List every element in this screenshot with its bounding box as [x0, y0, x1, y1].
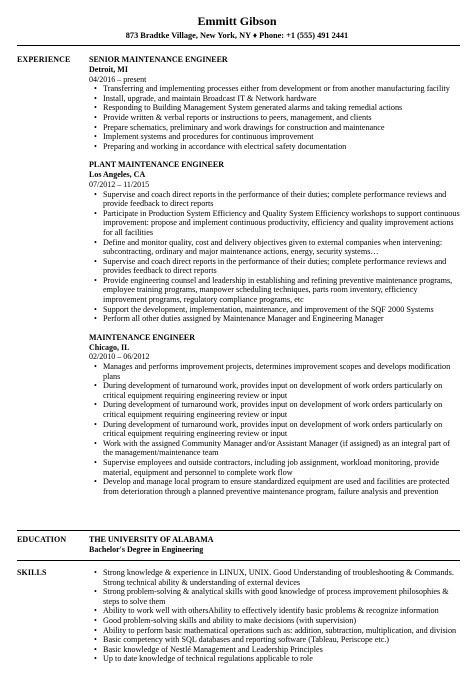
job-bullet: • During development of turnaround work, provides input on development of work orders particularly on critical equipment requiring engineering review or input	[103, 400, 460, 419]
job-dates: 07/2012 – 11/2015	[89, 179, 150, 189]
job-dates: 04/2016 – present	[89, 74, 147, 84]
skill-item: • Ability to work well with othersAbility to effectively identify basic problems & recognize information	[103, 606, 460, 616]
job-bullets	[89, 362, 460, 496]
job-bullet: • During development of turnaround work, provides input on development of work orders particularly on critical equipment requiring engineering review or input	[103, 381, 460, 400]
candidate-name: Emmitt Gibson	[197, 14, 277, 28]
job-bullet: • During development of turnaround work, provides input on development of work orders particularly on critical equipment requiring engineering review or input	[103, 420, 460, 439]
job-location: Los Angeles, CA	[89, 170, 146, 180]
job-location: Detroit, MI	[89, 65, 128, 74]
skill-item: • Good problem-solving skills and ability to make decisions (with supervision)	[103, 616, 460, 626]
job-entry	[89, 333, 460, 497]
job-bullet: • Provide written & verbal reports or instructions to peers, management, and clients	[103, 113, 460, 123]
contact-line: 873 Bradtke Village, New York, NY ♦ Phone: +1 (555) 491 2441	[125, 31, 349, 40]
skill-item: • Strong knowledge & experience in LINUX, UNIX. Good Understanding of troubleshooting & Commands. Strong technical ability & understanding of external devices	[103, 568, 460, 587]
job-bullets	[89, 84, 460, 151]
skills-list	[89, 568, 460, 664]
job-bullet: • Transferring and implementing processes either from development or from another manufacturing facility	[103, 84, 460, 94]
job-bullet: • Participate in Production System Efficiency and Quality System Efficiency workshops to support continuous improvement: propose and implement continuous productivity, efficiency and quality improvement actions for all facilities	[103, 209, 460, 238]
job-location: Chicago, IL	[89, 342, 130, 352]
education-section	[17, 535, 460, 555]
skill-item: • Up to date knowledge of technical regulations applicable to role	[103, 654, 460, 664]
job-title: MAINTENANCE ENGINEER	[89, 332, 196, 342]
header-divider	[17, 45, 460, 46]
job-bullet: • Preparing and working in accordance with electrical safety documentation	[103, 142, 460, 152]
job-bullet: • Define and monitor quality, cost and delivery objectives given to external companies when intervening: subcontracting, ordinary and major maintenance actions, energy, security systems…	[103, 238, 460, 257]
job-bullet: • Develop and manage local program to ensure standardized equipment are used and facilities are protected from deterioration through a planned preventive maintenance program, failure analysis and prevention	[103, 477, 460, 496]
job-bullet: • Work with the assigned Community Manager and/or Assistant Manager (if assigned) as an integral part of the management/maintenance team	[103, 439, 460, 458]
job-bullet: • Perform all other duties assigned by Maintenance Manager and Engineering Manager	[103, 314, 460, 324]
job-bullet: • Responding to Building Management System generated alarms and taking remedial actions	[103, 103, 460, 113]
job-bullets	[89, 190, 460, 324]
education-divider	[17, 560, 460, 561]
job-bullet: • Install, upgrade, and maintain Broadcast IT & Network hardware	[103, 94, 460, 104]
job-bullet: • Supervise and coach direct reports in the performance of their duties; complete performance reviews and provides feedback to direct reports	[103, 257, 460, 276]
job-bullet: • Provide engineering counsel and leadership in establishing and refining preventive maintenance programs, employee training programs, manpower scheduling techniques, parts room inventory, efficiency improvement programs, regulatory compliance programs, etc	[103, 276, 460, 305]
job-bullet: • Manages and performs improvement projects, determines improvement scopes and develops modification plans	[103, 362, 460, 381]
job-bullet: • Implement systems and procedures for continuous improvement	[103, 132, 460, 142]
job-title: PLANT MAINTENANCE ENGINEER	[89, 160, 224, 170]
job-dates: 02/2010 – 06/2012	[89, 352, 150, 362]
job-bullet: • Supervise employees and outside contractors, including job assignment, workload monitoring, provide material, equipment and personnel to complete work flow	[103, 458, 460, 477]
skills-heading: SKILLS	[17, 568, 47, 577]
skill-item: • Basic knowledge of Nestlé Management and Leadership Principles	[103, 645, 460, 655]
job-entry	[89, 55, 460, 151]
experience-section	[17, 55, 460, 505]
experience-jobs	[89, 55, 460, 496]
education-heading: EDUCATION	[17, 535, 67, 544]
job-bullet: • Prepare schematics, preliminary and work drawings for construction and maintenance	[103, 123, 460, 133]
skills-section	[17, 568, 460, 664]
job-entry	[89, 160, 460, 324]
skill-item: • Strong problem-solving & analytical skills with good knowledge of process improvement philosophies & steps to solve them	[103, 587, 460, 606]
experience-divider	[17, 530, 460, 531]
job-title: SENIOR MAINTENANCE ENGINEER	[89, 55, 228, 64]
experience-heading: EXPERIENCE	[17, 55, 71, 64]
skill-item: • Basic competency with SQL databases and reporting software (Tableau, Periscope etc.)	[103, 635, 460, 645]
job-bullet: • Supervise and coach direct reports in the performance of their duties; complete performance reviews and provide feedback to direct reports	[103, 190, 460, 209]
job-bullet: • Support the development, implementation, maintenance, and improvement of the SQF 2000 Systems	[103, 305, 460, 315]
skill-item: • Ability to perform basic mathematical operations such as: addition, subtraction, multiplication, and division	[103, 626, 460, 636]
education-school: THE UNIVERSITY OF ALABAMA	[89, 535, 214, 544]
education-degree: Bachelor's Degree in Engineering	[89, 545, 204, 554]
